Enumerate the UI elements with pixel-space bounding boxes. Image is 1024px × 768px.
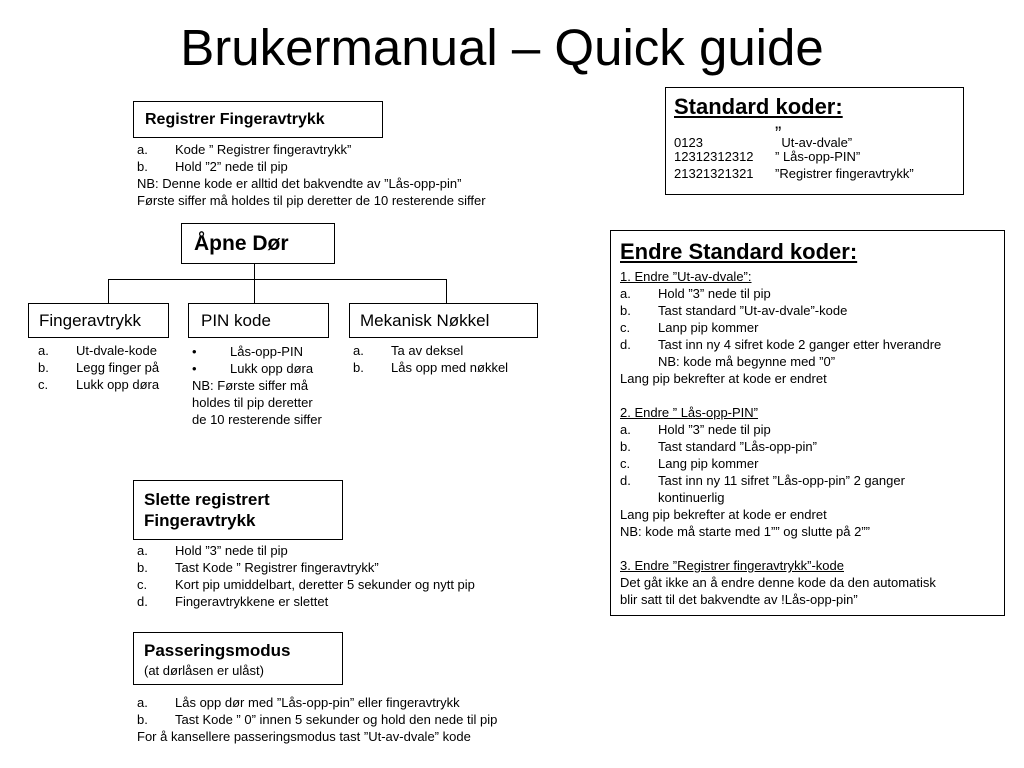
list-item: a. Hold ”3” nede til pip (137, 543, 288, 558)
list-item: • Lukk opp døra (192, 361, 314, 376)
registrer-note: Første siffer må holdes til pip deretter de 10 resterende siffer (137, 193, 486, 208)
tree-connector (254, 279, 255, 303)
slette-heading: Slette registrert Fingeravtrykk (144, 490, 270, 530)
list-item: c. Kort pip umiddelbart, deretter 5 sekunder og nytt pip (137, 577, 475, 592)
endre-instructions (620, 268, 941, 608)
list-item: c. Lang pip kommer (620, 456, 759, 471)
registrer-instructions (137, 141, 486, 209)
list-item: a. Hold ”3” nede til pip (620, 286, 771, 301)
pin-kode-note: NB: Første siffer må (192, 378, 309, 393)
pin-kode-box (188, 303, 329, 338)
pin-kode-note: de 10 resterende siffer (192, 412, 322, 427)
section-title: 1. Endre ”Ut-av-dvale”: (620, 269, 752, 284)
list-item: b. Tast standard ”Lås-opp-pin” (620, 439, 817, 454)
list-item: a. Lås opp dør med ”Lås-opp-pin” eller fingeravtrykk (137, 695, 460, 710)
list-item: c. Lanp pip kommer (620, 320, 759, 335)
passeringsmodus-note: For å kansellere passeringsmodus tast ”Ut-av-dvale” kode (137, 729, 471, 744)
mekanisk-nokkel-steps (353, 342, 508, 376)
fingeravtrykk-label: Fingeravtrykk (39, 311, 142, 330)
apne-dor-box (181, 223, 335, 264)
registrer-fingeravtrykk-heading: Registrer Fingeravtrykk (145, 111, 325, 128)
list-item: a. Ut-dvale-kode (38, 343, 157, 358)
list-item: b. Tast Kode ” 0” innen 5 sekunder og hold den nede til pip (137, 712, 498, 727)
list-item: a. Kode ” Registrer fingeravtrykk” (137, 142, 352, 157)
list-item: a. Hold ”3” nede til pip (620, 422, 771, 437)
list-item: d. Fingeravtrykkene er slettet (137, 594, 329, 609)
apne-dor-heading: Åpne Dør (194, 232, 289, 255)
passeringsmodus-box (133, 632, 343, 685)
tree-connector (446, 279, 447, 303)
list-item: • Lås-opp-PIN (192, 344, 303, 359)
section-note: blir satt til det bakvendte av !Lås-opp-pin” (620, 592, 858, 607)
list-item: d. Tast inn ny 11 sifret ”Lås-opp-pin” 2 ganger (620, 473, 905, 488)
registrer-fingeravtrykk-box (133, 101, 383, 138)
tree-connector (108, 279, 446, 280)
list-item: a. Ta av deksel (353, 343, 464, 358)
list-item: d. Tast inn ny 4 sifret kode 2 ganger etter hverandre (620, 337, 942, 352)
pin-kode-note: holdes til pip deretter (192, 395, 313, 410)
section-note: Det gåt ikke an å endre denne kode da den automatisk (620, 575, 936, 590)
standard-koder-box (665, 87, 964, 195)
slette-steps (137, 542, 475, 610)
registrer-note: NB: Denne kode er alltid det bakvendte av ”Lås-opp-pin” (137, 176, 462, 191)
list-item: c. Lukk opp døra (38, 377, 160, 392)
mekanisk-nokkel-label: Mekanisk Nøkkel (360, 311, 490, 330)
fingeravtrykk-box (28, 303, 169, 338)
list-item: b. Hold ”2” nede til pip (137, 159, 288, 174)
list-item: 0123 ” Ut-av-dvale” (674, 124, 853, 150)
list-item: 21321321321 ”Registrer fingeravtrykk” (674, 166, 914, 181)
list-item: NB: kode må begynne med ”0” (658, 354, 836, 369)
list-item: b. Legg finger på (38, 360, 160, 375)
list-item: kontinuerlig (658, 490, 725, 505)
pin-kode-steps (192, 343, 322, 428)
page-title: Brukermanual – Quick guide (180, 19, 824, 76)
standard-koder-heading: Standard koder: (674, 94, 843, 119)
section-note: Lang pip bekrefter at kode er endret (620, 371, 827, 386)
fingeravtrykk-steps (38, 342, 159, 393)
list-item: b. Lås opp med nøkkel (353, 360, 509, 375)
standard-codes-list (674, 124, 914, 183)
passeringsmodus-subheading: (at dørlåsen er ulåst) (144, 663, 264, 678)
section-note: Lang pip bekrefter at kode er endret (620, 507, 827, 522)
passeringsmodus-heading: Passeringsmodus (144, 641, 291, 660)
pin-kode-label: PIN kode (201, 311, 271, 330)
tree-connector (108, 279, 109, 303)
list-item: b. Tast standard ”Ut-av-dvale”-kode (620, 303, 848, 318)
passeringsmodus-steps (137, 694, 497, 745)
endre-standard-koder-heading: Endre Standard koder: (620, 239, 858, 264)
section-title: 2. Endre ” Lås-opp-PIN” (620, 405, 759, 420)
slette-box (133, 480, 343, 540)
list-item: b. Tast Kode ” Registrer fingeravtrykk” (137, 560, 379, 575)
list-item: 12312312312 ” Lås-opp-PIN” (674, 149, 861, 164)
section-note: NB: kode må starte med 1”” og slutte på 2”” (620, 524, 870, 539)
mekanisk-nokkel-box (349, 303, 538, 338)
tree-connector (254, 264, 255, 279)
endre-standard-koder-box (610, 230, 1005, 616)
section-title: 3. Endre ”Registrer fingeravtrykk”-kode (620, 558, 844, 573)
